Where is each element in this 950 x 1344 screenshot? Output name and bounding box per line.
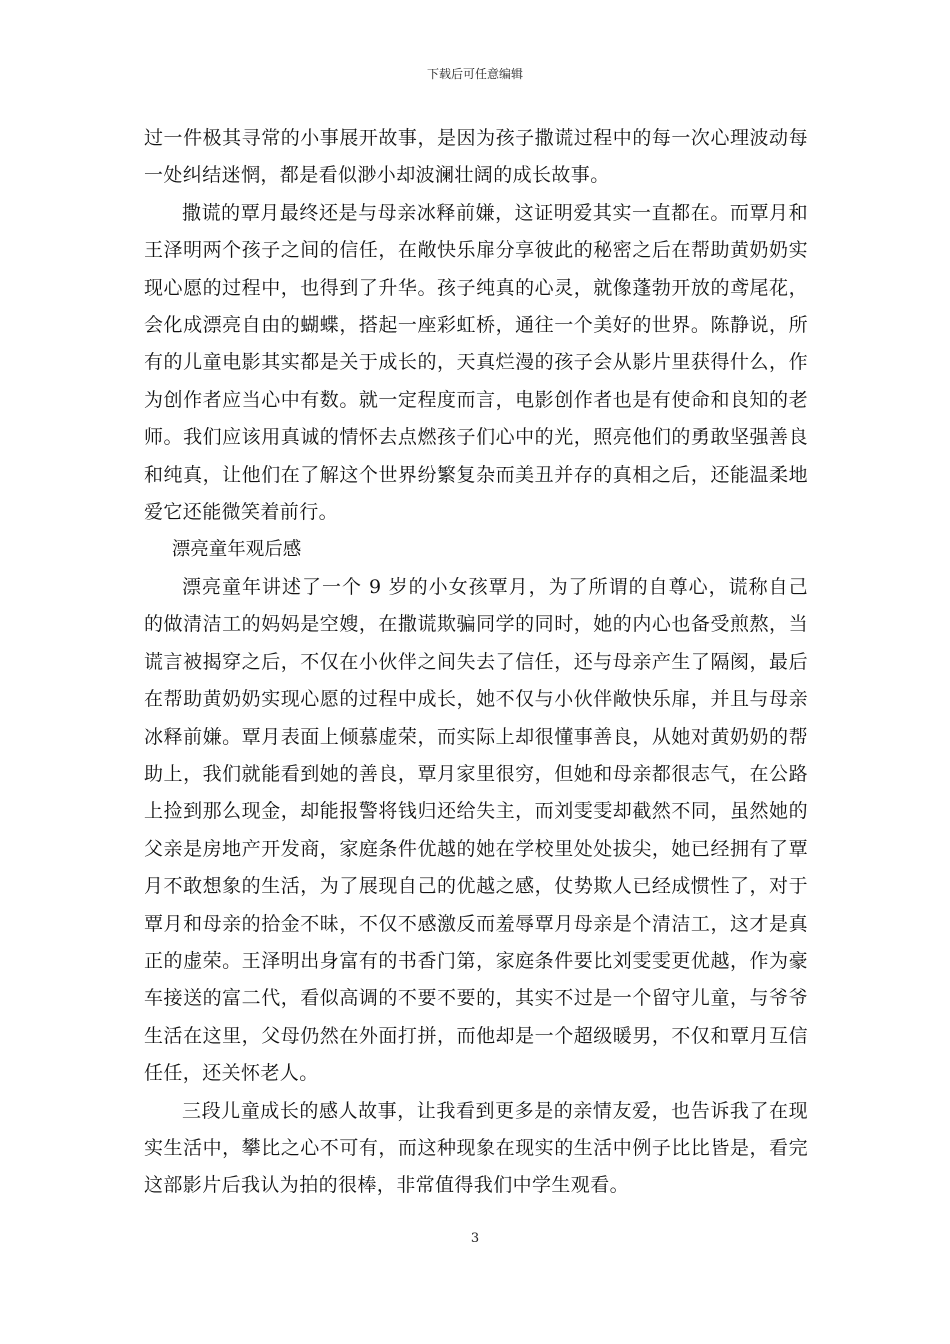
paragraph-reconciliation: 撒谎的覃月最终还是与母亲冰释前嫌，这证明爱其实一直都在。而覃月和王泽明两个孩子之间的信任，在敞快乐扉分享彼此的秘密之后在帮助黄奶奶实现心愿的过程中，也得到了升华。孩子纯真的心灵，就像蓬勃开放的鸢尾花，会化成漂亮自由的蝴蝶，搭起一座彩虹桥，通往一个美好的世界。陈静说，所有的儿童电影其实都是关于成长的，天真烂漫的孩子会从影片里获得什么，作为创作者应当心中有数。就一定程度而言，电影创作者也是有使命和良知的老师。我们应该用真诚的情怀去点燃孩子们心中的光，照亮他们的勇敢坚强善良和纯真，让他们在了解这个世界纷繁复杂而美丑并存的真相之后，还能温柔地爱它还能微笑着前行。 <box>144 201 808 524</box>
paragraph-synopsis: 漂亮童年讲述了一个 9 岁的小女孩覃月，为了所谓的自尊心，谎称自己的做清洁工的妈妈是空嫂，在撒谎欺骗同学的同时，她的内心也备受煎熬，当谎言被揭穿之后，不仅在小伙伴之间失去了信任，还与母亲产生了隔阂，最后在帮助黄奶奶实现心愿的过程中成长，她不仅与小伙伴敞快乐扉，并且与母亲冰释前嫌。覃月表面上倾慕虚荣，而实际上却很懂事善良，从她对黄奶奶的帮助上，我们就能看到她的善良，覃月家里很穷，但她和母亲都很志气，在公路上捡到那么现金，却能报警将钱归还给失主，而刘雯雯却截然不同，虽然她的父亲是房地产开发商，家庭条件优越的她在学校里处处拔尖，她已经拥有了覃月不敢想象的生活，为了展现自己的优越之感，仗势欺人已经成惯性了，对于覃月和母亲的拾金不昧，不仅不感激反而羞辱覃月母亲是个清洁工，这才是真正的虚荣。王泽明出身富有的书香门第，家庭条件要比刘雯雯更优越，作为豪车接送的富二代，看似高调的不要不要的，其实不过是一个留守儿童，与爷爷生活在这里，父母仍然在外面打拼，而他却是一个超级暖男，不仅和覃月互信任任，还关怀老人。 <box>144 575 808 1085</box>
paragraph-continuation: 过一件极其寻常的小事展开故事，是因为孩子撒谎过程中的每一次心理波动每一处纠结迷惘，都是看似渺小却波澜壮阔的成长故事。 <box>144 127 808 187</box>
page-header: 下载后可任意编辑 <box>426 67 523 81</box>
paragraph-conclusion: 三段儿童成长的感人故事，让我看到更多是的亲情友爱，也告诉我了在现实生活中，攀比之心不可有，而这种现象在现实的生活中例子比比皆是，看完这部影片后我认为拍的很棒，非常值得我们中学生观看。 <box>144 1099 808 1197</box>
section-heading: 漂亮童年观后感 <box>171 539 302 561</box>
page-number: 3 <box>470 1231 480 1246</box>
document-body <box>144 120 808 1205</box>
